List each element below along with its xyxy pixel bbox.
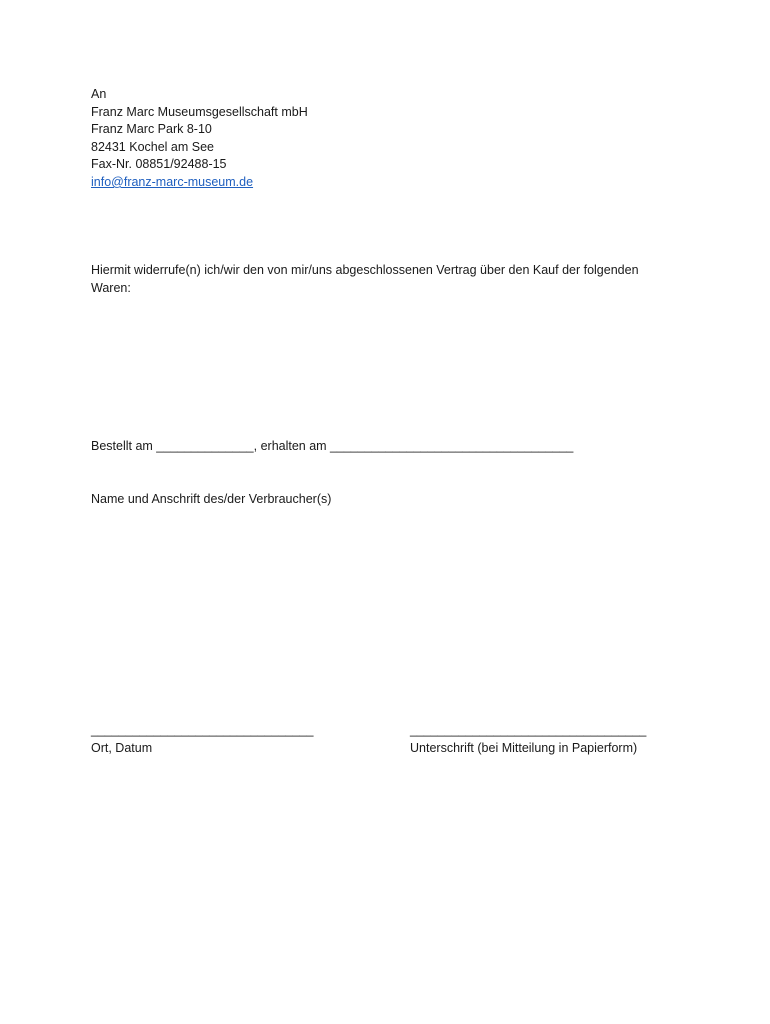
signature-label: Unterschrift (bei Mitteilung in Papierform) — [410, 740, 638, 755]
address-to: An — [91, 87, 107, 101]
email-link[interactable]: info@franz-marc-museum.de — [91, 174, 254, 189]
place-date-line: ________________________________ — [91, 723, 314, 737]
signature-block — [410, 722, 646, 757]
revocation-line-1: Hiermit widerrufe(n) ich/wir den von mir/uns abgeschlossenen Vertrag über den Kauf der folgenden — [91, 263, 639, 277]
address-city: 82431 Kochel am See — [91, 139, 215, 154]
order-dates-line: Bestellt am ______________, erhalten am ___________________________________ — [91, 439, 574, 453]
address-fax: Fax-Nr. 08851/92488-15 — [91, 157, 227, 172]
place-date-block — [91, 722, 313, 757]
signature-line: __________________________________ — [410, 723, 647, 737]
place-date-label: Ort, Datum — [91, 740, 153, 755]
address-street: Franz Marc Park 8-10 — [91, 122, 212, 137]
revocation-statement — [91, 262, 691, 297]
address-company: Franz Marc Museumsgesellschaft mbH — [91, 104, 308, 119]
recipient-address — [91, 86, 308, 192]
consumer-name-label: Name und Anschrift des/der Verbraucher(s) — [91, 492, 332, 506]
revocation-line-2: Waren: — [91, 280, 131, 295]
